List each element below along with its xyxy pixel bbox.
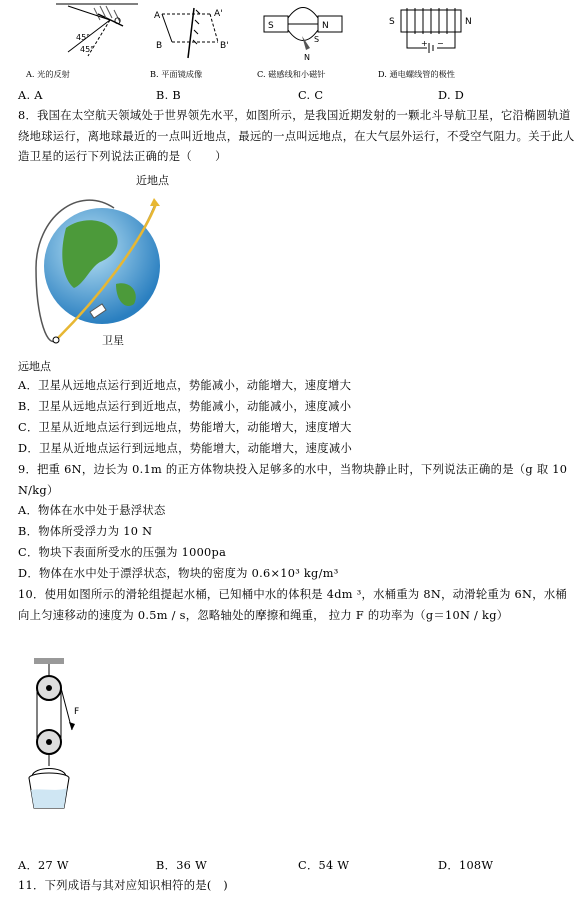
q7-option-c[interactable]: C. C	[298, 89, 324, 102]
pulley-diagram	[20, 658, 100, 848]
reflection-diagram	[28, 0, 148, 70]
magnet-label-n2: N	[304, 53, 310, 62]
magnet-label-s1: S	[268, 21, 274, 31]
q9-option-d[interactable]: D．物体在水中处于漂浮状态，物块的密度为 0.6×10³ kg/m³	[18, 567, 339, 580]
caption-magnet: C. 磁感线和小磁针	[257, 69, 326, 79]
q8-stem: 8．我国在太空航天领域处于世界领先水平，如图所示，是我国近期发射的一颗北斗导航卫星，它沿椭圆轨道绕地球运行，离地球最近的一点叫近地点，最远的一点叫远地点，在大气层外运行，不受空气阻力。关于此人造卫星的运行下列说法正确的是（ ）	[18, 109, 575, 163]
q11-stem: 11．下列成语与其对应知识相符的是( )	[18, 879, 228, 892]
q8-option-b[interactable]: B．卫星从远地点运行到近地点，势能减小，动能减小，速度减小	[18, 400, 352, 413]
q9-option-a[interactable]: A．物体在水中处于悬浮状态	[18, 504, 166, 517]
reflection-o-label: O	[114, 17, 122, 27]
solenoid-diagram	[383, 0, 483, 70]
q7-options	[18, 86, 578, 106]
q10-option-c[interactable]: C．54 W	[298, 859, 350, 872]
apogee-label: 远地点	[18, 360, 51, 373]
q8-figure	[18, 172, 188, 372]
q10-option-d[interactable]: D．108W	[438, 859, 494, 872]
q10-option-a[interactable]: A．27 W	[18, 859, 69, 872]
q9-option-c[interactable]: C．物块下表面所受水的压强为 1000pa	[18, 546, 227, 559]
q9-option-b[interactable]: B．物体所受浮力为 10 N	[18, 525, 153, 538]
mirror-label-a: A	[154, 11, 161, 21]
q7-figure-strip	[0, 0, 588, 80]
q9-stem: 9．把重 6N，边长为 0.1m 的正方体物块投入足够多的水中，当物块静止时，下列说法正确的是（g 取 10 N/kg）	[18, 463, 568, 497]
q8-option-d[interactable]: D．卫星从近地点运行到远地点，势能增大，动能增大，速度减小	[18, 442, 353, 455]
perigee-label: 近地点	[136, 174, 169, 187]
force-f-label: F	[74, 707, 80, 717]
q7-option-a[interactable]: A. A	[18, 89, 43, 102]
magnet-label-n1: N	[322, 21, 329, 31]
magnet-field-diagram	[258, 0, 368, 70]
mirror-label-b: B	[156, 41, 163, 51]
caption-plane-mirror: B. 平面镜成像	[150, 69, 203, 79]
reflection-angle-1: 45°	[76, 33, 91, 42]
caption-solenoid: D. 通电螺线管的极性	[378, 69, 455, 79]
q10-stem: 10．使用如图所示的滑轮组提起水桶，已知桶中水的体积是 4dm ³，水桶重为 8N，动滑轮重为 6N，水桶向上匀速移动的速度为 0.5m / s，忽略轴处的摩擦和绳重， 拉力 F 的功率为（g＝10N / kg）	[18, 588, 568, 622]
q8-option-c[interactable]: C．卫星从近地点运行到远地点，势能增大，动能增大，速度增大	[18, 421, 352, 434]
q7-option-d[interactable]: D. D	[438, 89, 465, 102]
q10-options	[18, 856, 578, 876]
satellite-label: 卫星	[102, 334, 124, 347]
caption-reflection: A. 光的反射	[26, 69, 70, 79]
solenoid-label-n: N	[465, 17, 472, 27]
q10-option-b[interactable]: B．36 W	[156, 859, 207, 872]
mirror-label-b-prime: B'	[220, 41, 229, 51]
mirror-label-a-prime: A'	[214, 9, 223, 19]
reflection-angle-2: 45°	[80, 45, 95, 54]
q8-option-a[interactable]: A．卫星从远地点运行到近地点，势能减小，动能增大，速度增大	[18, 379, 352, 392]
solenoid-label-plus: +	[421, 39, 428, 48]
solenoid-label-minus: −	[437, 39, 444, 48]
q7-option-b[interactable]: B. B	[156, 89, 181, 102]
plane-mirror-diagram	[150, 0, 240, 70]
solenoid-label-s: S	[389, 17, 395, 27]
magnet-label-s2: S	[314, 35, 320, 44]
